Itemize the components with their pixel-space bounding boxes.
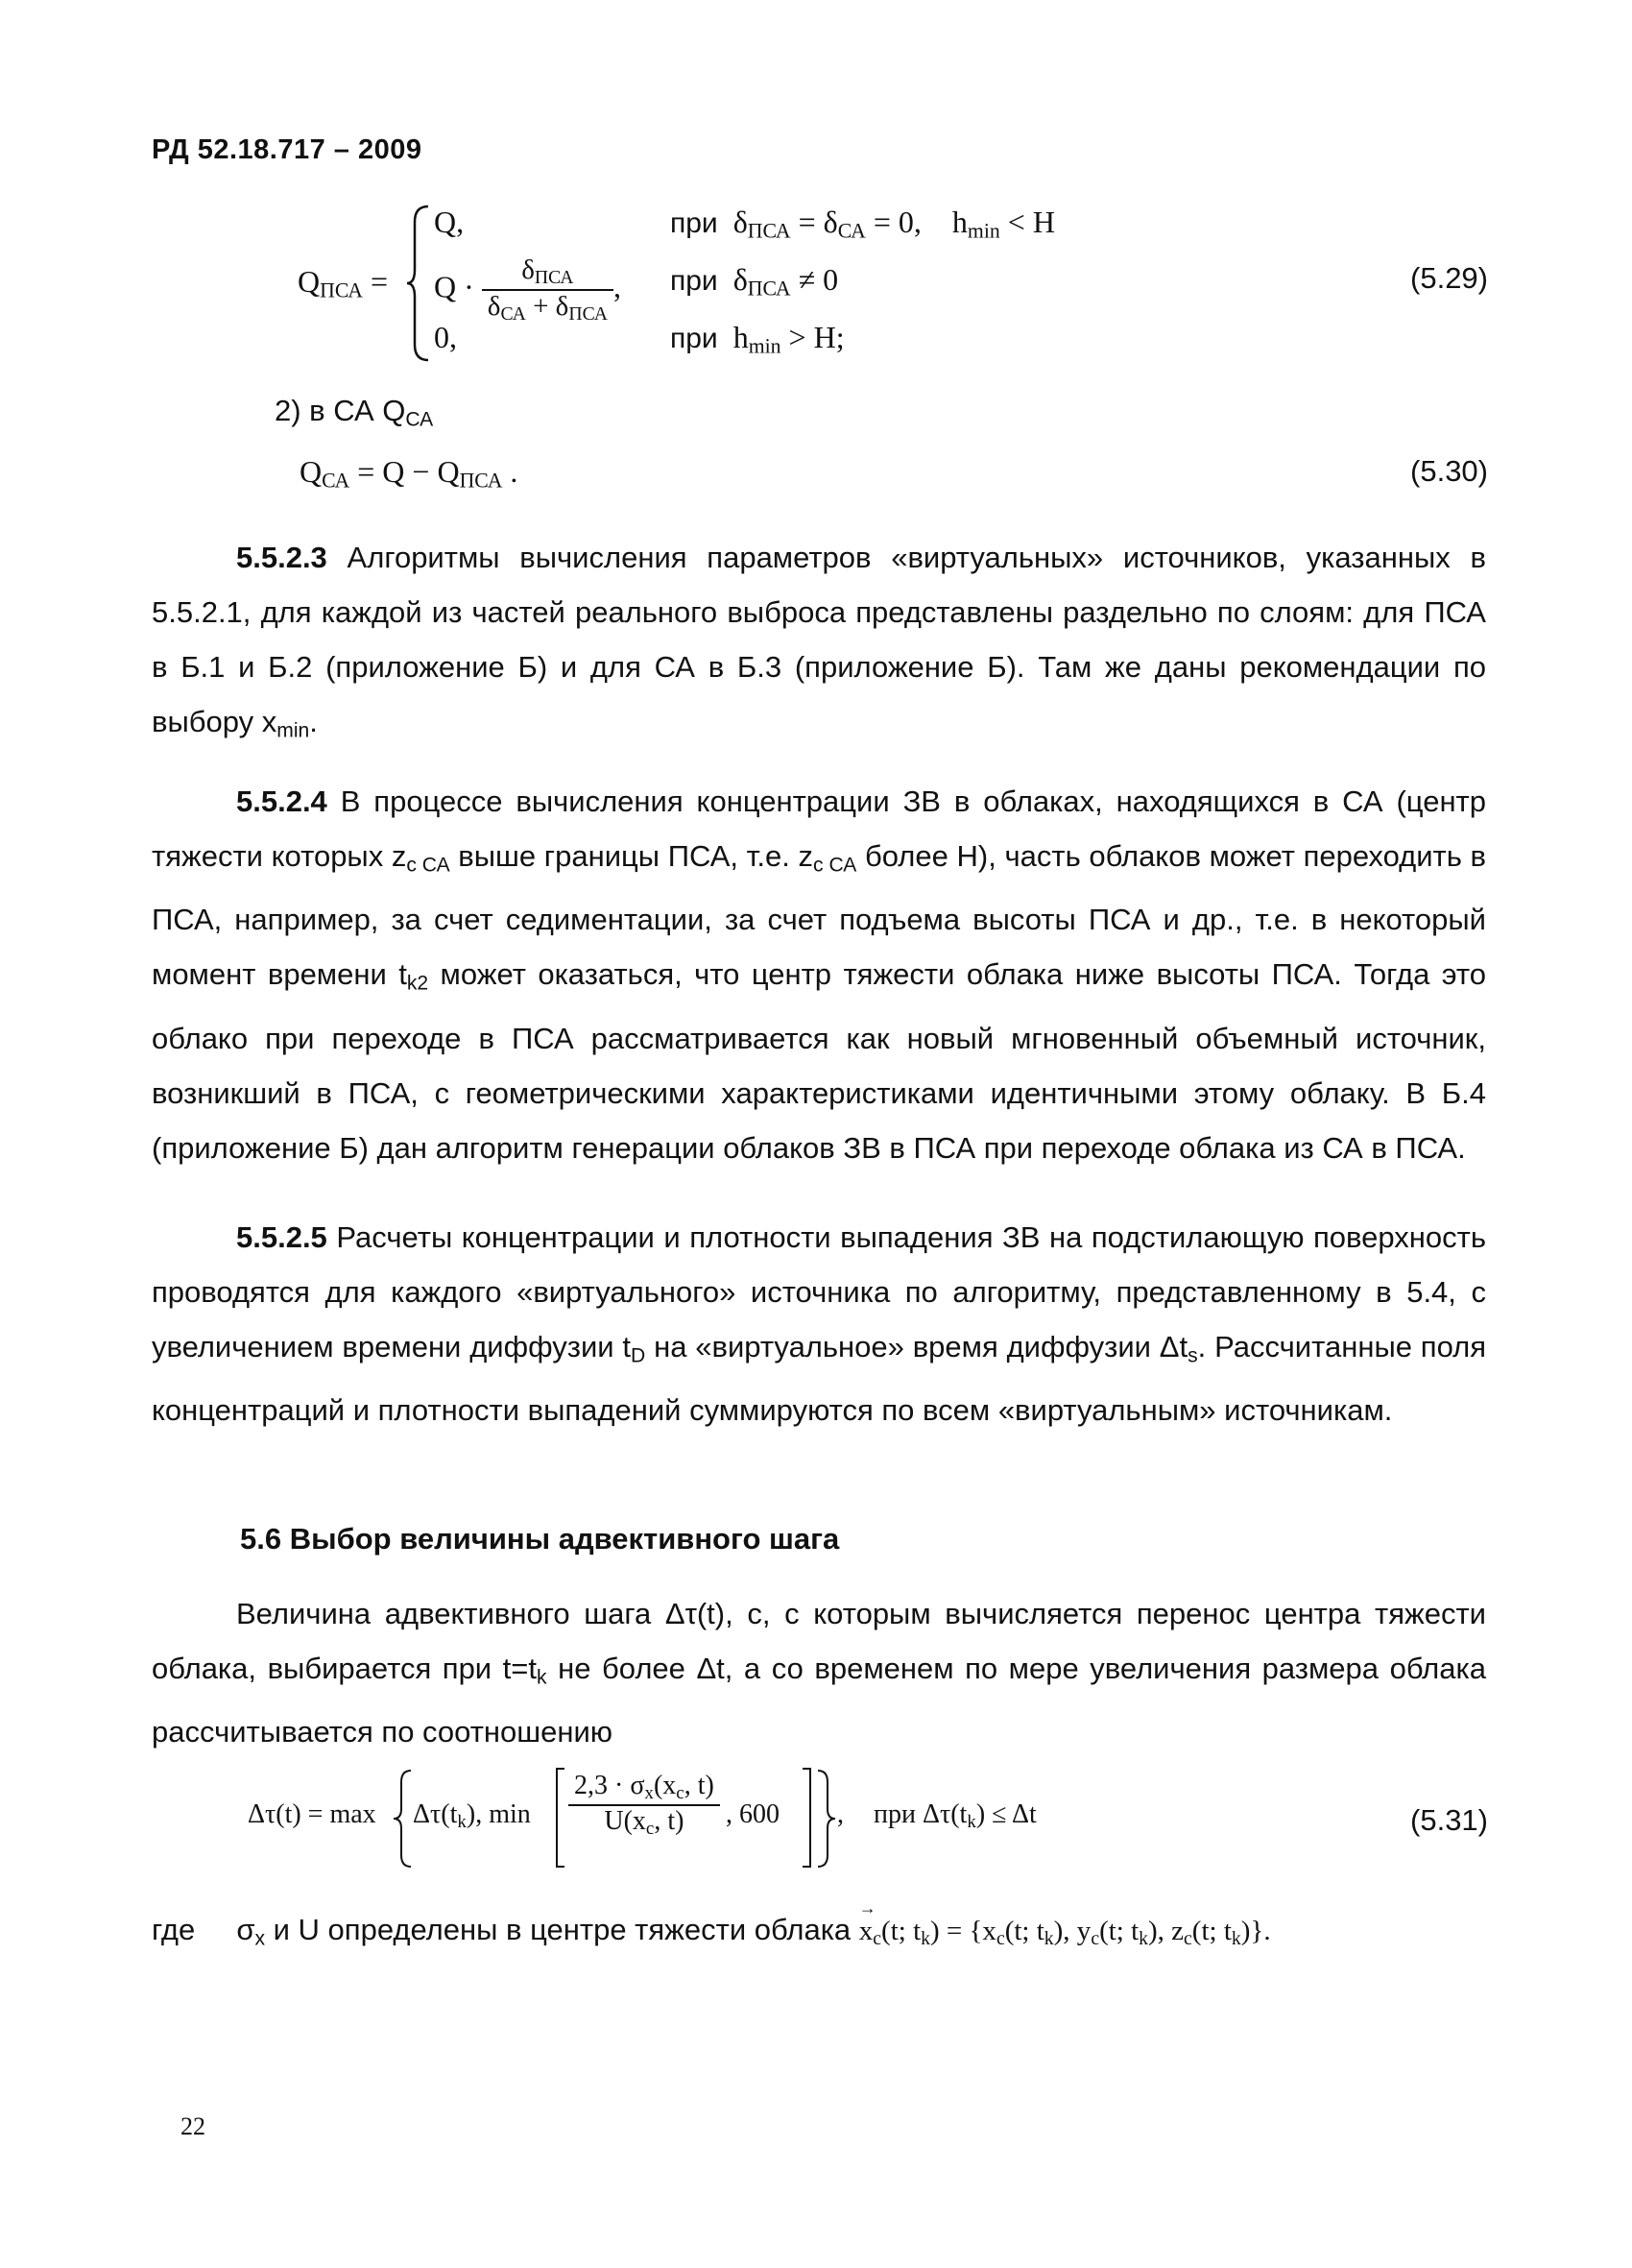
equation-5-31	[248, 1765, 1112, 1870]
curly-brace-close-icon	[814, 1769, 837, 1869]
eq531-comma: ,	[837, 1799, 844, 1829]
item-2: 2) в СА $Q_{СА}$	[275, 394, 434, 431]
paragraph-5-5-2-4: 5.5.2.4 В процессе вычисления концентрации ЗВ в облаках, находящихся в СА (центр тяжести которых $z_{c СА}$ выше границы ПСА, т.е. $z_{c СА}$ более H), часть облаков может переходить в ПСА, например, за счет седиментации, за счет подъема высоты ПСА и др., т.е. в некоторый момент времени $t_{k2}$ может оказаться, что центр тяжести облака ниже высоты ПСА. Тогда это облако при переходе в ПСА рассматривается как новый мгновенный объемный источник, возникший в ПСА, с геометрическими характеристиками идентичными этому облаку. В Б.4 (приложение Б) дан алгоритм генерации облаков ЗВ в ПСА при переходе облака из СА в ПСА.	[152, 784, 1487, 1165]
eq531-after: , 600	[726, 1799, 780, 1829]
square-bracket-open-icon	[553, 1767, 566, 1869]
equation-number-5-29: (5.29)	[1410, 261, 1488, 295]
eq529-case2-value: Q · $\frac{\delta_{ПСА}}{\delta_{СА} + \delta_{ПСА}}$ ,	[434, 254, 621, 325]
eq529-cond2: при $\delta_{ПСА} \ne 0$	[670, 262, 839, 301]
paragraph-5-5-2-3: 5.5.2.3 Алгоритмы вычисления параметров «виртуальных» источников, указанных в 5.5.2.1, для каждой из частей реального выброса представлены раздельно по слоям: для ПСА в Б.1 и Б.2 (приложение Б) и для СА в Б.3 (приложение Б). Там же даны рекомендации по выбору $x_{min}$.	[152, 541, 1486, 742]
eq529-lhs: $Q_{ПСА}$ =	[298, 264, 388, 302]
eq531-condition: при $\Delta\tau(t_k) \le \Delta t$	[874, 1799, 1037, 1832]
eq531-lhs: Δτ(t) = max	[248, 1799, 376, 1829]
eq529-case3-value: 0,	[434, 320, 457, 354]
eq529-cond1: при $\delta_{ПСА} = \delta_{СА} = 0$, $h_{min} < H$	[670, 205, 1055, 243]
equation-number-5-31: (5.31)	[1410, 1803, 1488, 1837]
eq531-inner: $\Delta\tau(t_k)$, min	[413, 1799, 531, 1832]
eq529-case1-value: Q,	[434, 205, 465, 239]
page-number: 22	[180, 2112, 205, 2140]
paragraph-5-5-2-5: 5.5.2.5 Расчеты концентрации и плотности выпадения ЗВ на подстилающую поверхность проводятся для каждого «виртуального» источника по алгоритму, представленному в 5.4, с увеличением времени диффузии $t_D$ на «виртуальное» время диффузии $\Delta t_s$. Рассчитанные поля концентраций и плотности выпадений суммируются по всем «виртуальным» источникам.	[152, 1220, 1487, 1428]
equation-number-5-30: (5.30)	[1410, 454, 1488, 488]
where-clause: где $\sigma_x$ и U определены в центре тяжести облака → $x_c(t$; $t_k) = \{x_c(t$; $t_k$), $y_c(t$; $t_k$), $z_c(t$; $t_k$)}.	[152, 1913, 1271, 1950]
equation-5-30: $Q_{СА} = Q - Q_{ПСА}$ .	[300, 454, 518, 493]
eq529-cond3: при $h_{min} > H$;	[670, 320, 845, 358]
left-brace-icon	[405, 205, 432, 363]
square-bracket-close-icon	[801, 1767, 814, 1869]
eq531-fraction: $\frac{2,3 \cdot \sigma_x(x_c, t)}{U(x_c, t)}$	[568, 1771, 720, 1840]
curly-brace-open-icon	[392, 1769, 415, 1869]
equation-5-29	[298, 197, 1498, 370]
document-header: РД 52.18.717 – 2009	[152, 134, 422, 165]
paragraph-5-6: Величина адвективного шага Δτ(t), с, с которым вычисляется перенос центра тяжести облака, выбирается при $t=t_k$ не более Δt, а со временем по мере увеличения размера облака рассчитывается по соотношению	[152, 1597, 1486, 1749]
section-heading-5-6: 5.6 Выбор величины адвективного шага	[240, 1522, 840, 1556]
